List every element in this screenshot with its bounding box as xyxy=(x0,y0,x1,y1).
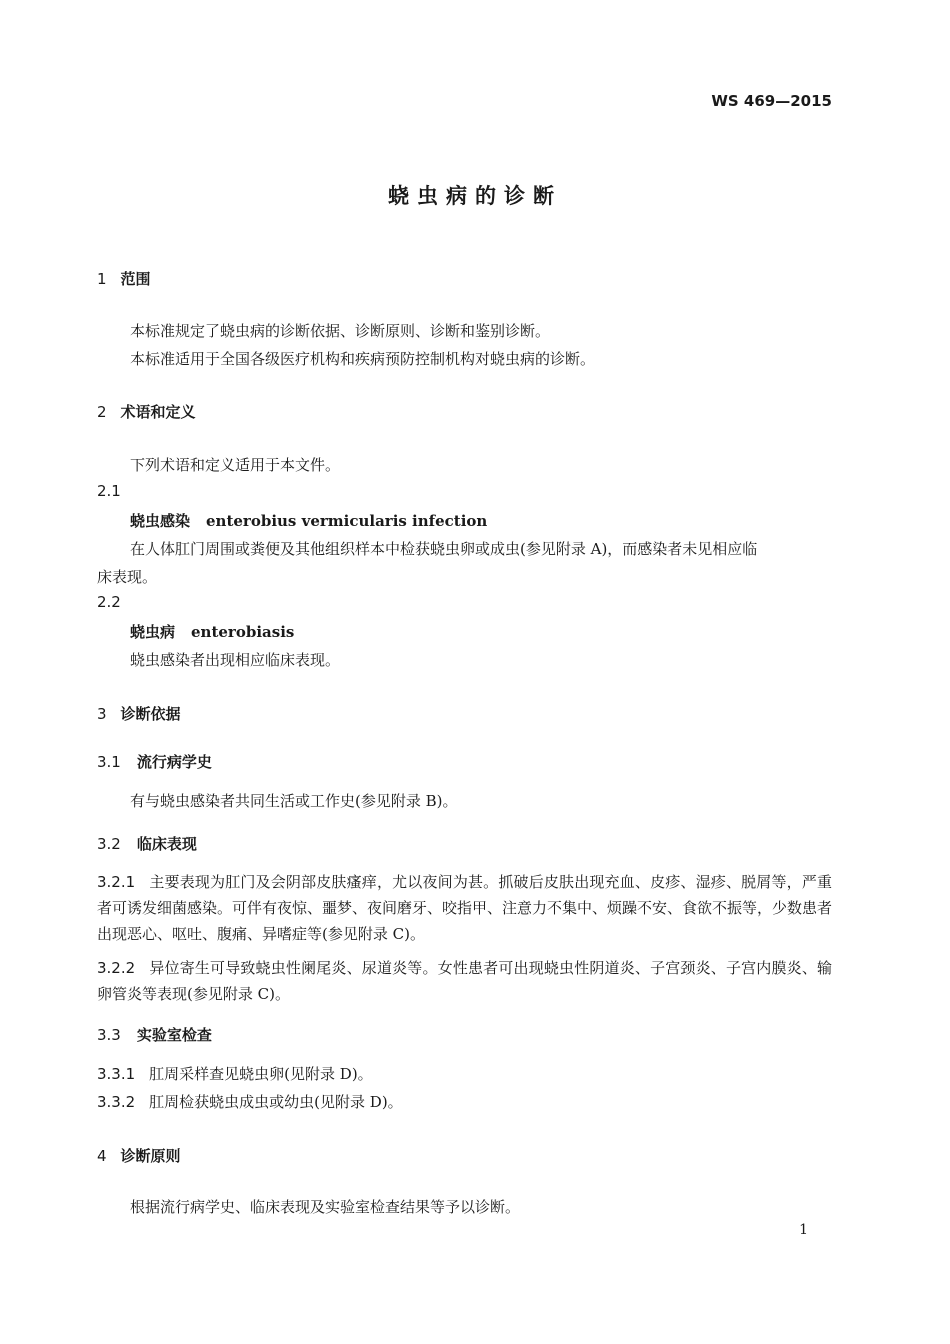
section-3-2-heading xyxy=(97,833,197,854)
section-number: 3.2 xyxy=(97,835,121,853)
section-number: 3.1 xyxy=(97,753,121,771)
term-2-2 xyxy=(130,621,294,642)
term-2-2-definition: 蛲虫感染者出现相应临床表现。 xyxy=(130,651,341,669)
section-number: 3.3 xyxy=(97,1026,121,1044)
section-number: 4 xyxy=(97,1147,107,1165)
diagnosis-principle-text: 根据流行病学史、临床表现及实验室检查结果等予以诊断。 xyxy=(130,1198,521,1216)
term-english: enterobiasis xyxy=(191,623,295,641)
term-chinese: 蛲虫感染 xyxy=(130,512,191,530)
term-2-1 xyxy=(130,510,487,531)
section-title: 术语和定义 xyxy=(120,403,196,421)
section-number: 2 xyxy=(97,403,107,421)
section-title: 诊断原则 xyxy=(120,1147,181,1165)
section-title: 流行病学史 xyxy=(136,753,212,771)
term-2-1-definition-line-1: 在人体肛门周围或粪便及其他组织样本中检获蛲虫卵或成虫(参见附录 A)，而感染者未见相应临 xyxy=(130,540,758,558)
term-chinese: 蛲虫病 xyxy=(130,623,176,641)
section-1-heading xyxy=(97,268,151,289)
item-number: 3.3.2 xyxy=(97,1093,136,1111)
term-2-2-number: 2.2 xyxy=(97,593,121,611)
section-title: 实验室检查 xyxy=(136,1026,212,1044)
paragraph-number: 3.2.2 xyxy=(97,959,136,977)
item-text: 肛周检获蛲虫成虫或幼虫(见附录 D)。 xyxy=(149,1093,403,1111)
section-3-1-heading xyxy=(97,751,212,772)
term-2-1-definition-line-2: 床表现。 xyxy=(97,568,158,586)
section-3-heading xyxy=(97,703,181,724)
document-title: 蛲虫病的诊断 xyxy=(388,184,562,208)
item-text: 肛周采样查见蛲虫卵(见附录 D)。 xyxy=(149,1065,373,1083)
section-number: 3 xyxy=(97,705,107,723)
scope-paragraph-2: 本标准适用于全国各级医疗机构和疾病预防控制机构对蛲虫病的诊断。 xyxy=(130,350,596,368)
page-number: 1 xyxy=(799,1222,808,1238)
standard-number: WS 469—2015 xyxy=(711,92,832,110)
section-title: 临床表现 xyxy=(136,835,197,853)
clinical-paragraph-3-2-1 xyxy=(97,869,832,947)
section-number: 1 xyxy=(97,270,107,288)
term-english: enterobius vermicularis infection xyxy=(206,512,488,530)
lab-item-3-3-2 xyxy=(97,1091,403,1112)
section-3-3-heading xyxy=(97,1024,212,1045)
item-number: 3.3.1 xyxy=(97,1065,136,1083)
paragraph-number: 3.2.1 xyxy=(97,873,136,891)
term-2-1-number: 2.1 xyxy=(97,482,121,500)
clinical-paragraph-3-2-2 xyxy=(97,955,832,1007)
section-title: 诊断依据 xyxy=(120,705,181,723)
scope-paragraph-1: 本标准规定了蛲虫病的诊断依据、诊断原则、诊断和鉴别诊断。 xyxy=(130,322,551,340)
epidemiology-text: 有与蛲虫感染者共同生活或工作史(参见附录 B)。 xyxy=(130,792,458,810)
paragraph-text: 主要表现为肛门及会阴部皮肤瘙痒，尤以夜间为甚。抓破后皮肤出现充血、皮疹、湿疹、脱屑等，严重者可诱发细菌感染。可伴有夜惊、噩梦、夜间磨牙、咬指甲、注意力不集中、烦躁不安、食欲不振等，少数患者出现恶心、呕吐、腹痛、异嗜症等(参见附录 C)。 xyxy=(97,873,833,943)
section-2-heading xyxy=(97,401,196,422)
section-4-heading xyxy=(97,1145,181,1166)
lab-item-3-3-1 xyxy=(97,1063,373,1084)
paragraph-text: 异位寄生可导致蛲虫性阑尾炎、尿道炎等。女性患者可出现蛲虫性阴道炎、子宫颈炎、子宫内膜炎、输卵管炎等表现(参见附录 C)。 xyxy=(97,959,832,1003)
terms-intro: 下列术语和定义适用于本文件。 xyxy=(130,456,341,474)
section-title: 范围 xyxy=(120,270,151,288)
